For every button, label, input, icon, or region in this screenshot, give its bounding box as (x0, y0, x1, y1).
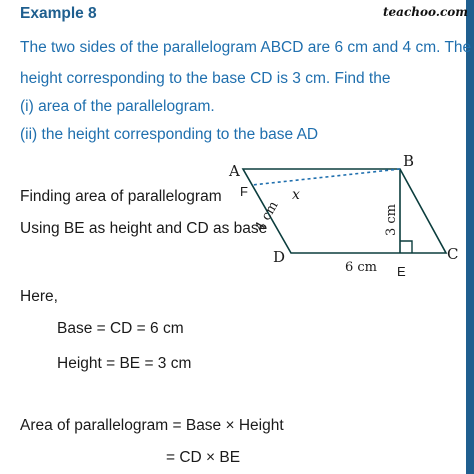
vertex-d-label: D (273, 248, 286, 266)
vertex-b-label: B (403, 152, 415, 170)
question-part-ii: (ii) the height corresponding to the base AD (20, 126, 319, 143)
solution-using-line: Using BE as height and CD as base (20, 220, 268, 237)
question-line-1: The two sides of the parallelogram ABCD are 6 cm and 4 cm. The (20, 39, 472, 56)
point-f-label: F (240, 184, 248, 199)
point-e-label: E (397, 264, 406, 279)
height-equation: Height = BE = 3 cm (57, 355, 192, 372)
solution-heading: Finding area of parallelogram (20, 188, 222, 205)
right-angle-mark (400, 241, 412, 253)
height-be-length-label: 3 cm (384, 203, 399, 236)
vertex-c-label: C (447, 245, 459, 263)
base-cd-length-label: 6 cm (345, 260, 378, 275)
solution-here: Here, (20, 288, 58, 305)
vertex-a-label: A (229, 162, 240, 180)
area-formula: Area of parallelogram = Base × Height (20, 417, 284, 434)
page-title: Example 8 (20, 5, 97, 22)
question-line-2: height corresponding to the base CD is 3 cm. Find the (20, 70, 391, 87)
base-equation: Base = CD = 6 cm (57, 320, 184, 337)
height-bf-dashed-line (252, 169, 400, 185)
question-part-i: (i) area of the parallelogram. (20, 98, 215, 115)
area-step: = CD × BE (166, 449, 241, 466)
side-ad-length-label: 4 cm (252, 198, 282, 234)
x-length-label: x (292, 187, 300, 203)
brand-logo-text: teachoo.com (383, 5, 468, 19)
